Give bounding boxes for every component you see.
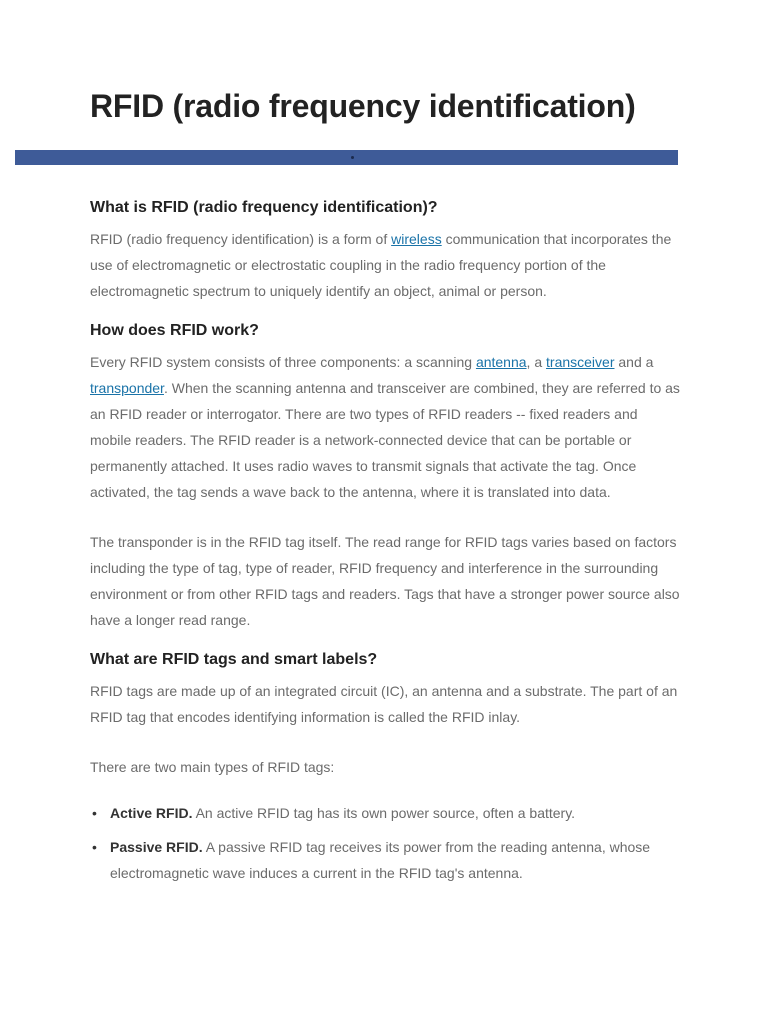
text-span: Every RFID system consists of three components: a scanning (90, 354, 476, 370)
paragraph-definition (90, 226, 680, 304)
paragraph-tag-types-intro: There are two main types of RFID tags: (90, 759, 335, 775)
list-item-passive-rfid (92, 834, 680, 886)
banner-dot (351, 156, 354, 159)
text-span: , a (526, 354, 547, 370)
list-item-text: An active RFID tag has its own power source, often a battery. (192, 805, 576, 821)
section-heading-what-is-rfid: What is RFID (radio frequency identification)? (90, 199, 438, 216)
bullet-icon: • (92, 805, 97, 821)
page-title: RFID (radio frequency identification) (90, 88, 636, 124)
link-antenna[interactable]: antenna (475, 354, 527, 370)
paragraph-tag-composition: RFID tags are made up of an integrated circuit (IC), an antenna and a substrate. The part of an RFID tag that encodes identifying information is called the RFID inlay. (90, 683, 678, 725)
text-span: communication that incorporates the use of electromagnetic or electrostatic coupling in the radio frequency portion of the electromagnetic spectrum to uniquely identify an object, animal or person. (90, 231, 672, 299)
paragraph-transponder: The transponder is in the RFID tag itself. The read range for RFID tags varies based on factors including the type of tag, type of reader, RFID frequency and interference in the surrounding environment or from other RFID tags and readers. Tags that have a stronger power source also have a longer read range. (90, 534, 680, 628)
paragraph-components (90, 349, 680, 505)
text-span: . When the scanning antenna and transceiver are combined, they are referred to as an RFID reader or interrogator. There are two types of RFID readers -- fixed readers and mobile readers. The RFID reader is a network-connected device that can be portable or permanently attached. It uses radio waves to transmit signals that activate the tag. Once activated, the tag sends a wave back to the antenna, where it is translated into data. (90, 380, 680, 500)
section-heading-rfid-tags: What are RFID tags and smart labels? (90, 651, 378, 668)
link-transceiver[interactable]: transceiver (546, 354, 615, 370)
link-wireless[interactable]: wireless (391, 231, 442, 247)
bullet-icon: • (92, 839, 97, 855)
list-item-active-rfid (92, 800, 680, 826)
list-item-term: Passive RFID. (110, 839, 203, 855)
list-item-text: A passive RFID tag receives its power from the reading antenna, whose electromagnetic wave induces a current in the RFID tag's antenna. (110, 839, 651, 881)
tag-types-list (90, 800, 680, 886)
list-item-term: Active RFID. (110, 805, 193, 821)
link-transponder[interactable]: transponder (90, 380, 164, 396)
article-body (90, 196, 680, 886)
section-heading-how-rfid-works: How does RFID work? (90, 322, 259, 339)
header-banner (15, 150, 678, 165)
text-span: RFID (radio frequency identification) is a form of (90, 231, 392, 247)
text-span: and a (614, 354, 654, 370)
